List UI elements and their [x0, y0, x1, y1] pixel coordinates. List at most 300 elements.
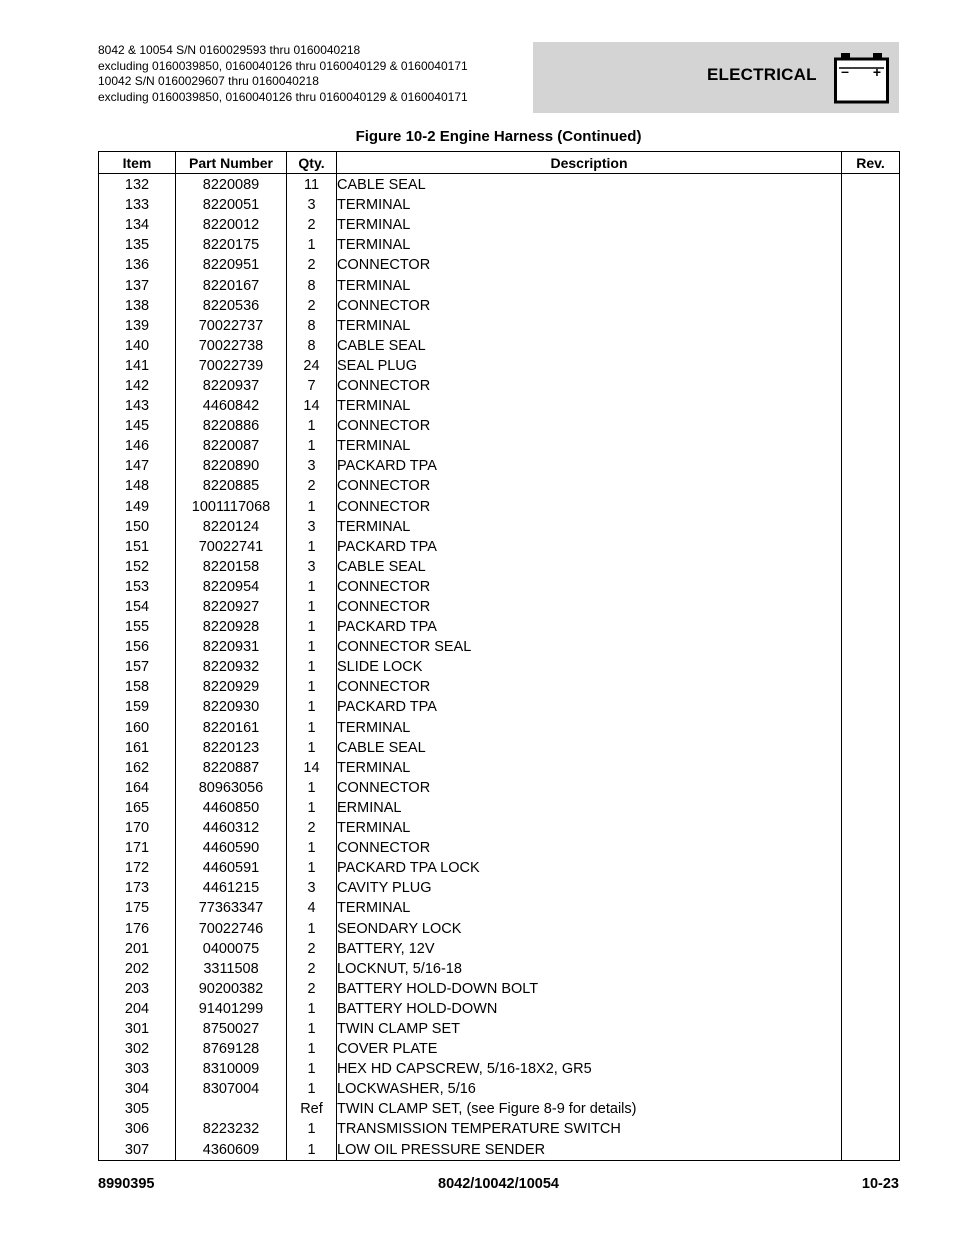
description-cell: TERMINAL: [337, 275, 842, 295]
rev-cell: [842, 1140, 900, 1161]
description-cell: ERMINAL: [337, 798, 842, 818]
part-number-cell: 8223232: [176, 1119, 287, 1139]
description-cell: TERMINAL: [337, 396, 842, 416]
item-cell: 172: [99, 858, 176, 878]
part-number-cell: 4460590: [176, 838, 287, 858]
item-cell: 304: [99, 1079, 176, 1099]
item-cell: 140: [99, 336, 176, 356]
qty-cell: 3: [287, 557, 337, 577]
battery-plus-sign: +: [872, 64, 882, 80]
table-row: [99, 356, 900, 376]
description-cell: BATTERY HOLD-DOWN BOLT: [337, 979, 842, 999]
description-cell: CONNECTOR SEAL: [337, 637, 842, 657]
item-cell: 306: [99, 1119, 176, 1139]
rev-cell: [842, 1119, 900, 1139]
part-number-cell: 8220012: [176, 215, 287, 235]
description-cell: CONNECTOR: [337, 677, 842, 697]
part-number-cell: 8220051: [176, 195, 287, 215]
part-number-cell: 8220167: [176, 275, 287, 295]
rev-cell: [842, 657, 900, 677]
rev-cell: [842, 557, 900, 577]
battery-minus-sign: –: [841, 63, 849, 79]
part-number-cell: 8220951: [176, 255, 287, 275]
column-header-item: Item: [99, 152, 176, 174]
table-row: [99, 376, 900, 396]
column-header-qty: Qty.: [287, 152, 337, 174]
rev-cell: [842, 537, 900, 557]
rev-cell: [842, 898, 900, 918]
table-row: [99, 939, 900, 959]
rev-cell: [842, 235, 900, 255]
part-number-cell: 8220937: [176, 376, 287, 396]
item-cell: 153: [99, 577, 176, 597]
description-cell: HEX HD CAPSCREW, 5/16-18X2, GR5: [337, 1059, 842, 1079]
part-number-cell: 8220885: [176, 476, 287, 496]
part-number-cell: 77363347: [176, 898, 287, 918]
rev-cell: [842, 275, 900, 295]
description-cell: TERMINAL: [337, 195, 842, 215]
part-number-cell: 8220124: [176, 517, 287, 537]
table-header-row: [99, 152, 900, 174]
table-row: [99, 798, 900, 818]
table-row: [99, 336, 900, 356]
description-cell: CONNECTOR: [337, 497, 842, 517]
description-cell: LOCKWASHER, 5/16: [337, 1079, 842, 1099]
table-row: [99, 436, 900, 456]
description-cell: PACKARD TPA: [337, 617, 842, 637]
description-cell: TERMINAL: [337, 818, 842, 838]
item-cell: 157: [99, 657, 176, 677]
description-cell: SLIDE LOCK: [337, 657, 842, 677]
qty-cell: 3: [287, 878, 337, 898]
part-number-cell: 1001117068: [176, 497, 287, 517]
qty-cell: 1: [287, 1119, 337, 1139]
description-cell: CONNECTOR: [337, 476, 842, 496]
table-row: [99, 456, 900, 476]
table-row: [99, 597, 900, 617]
qty-cell: 1: [287, 999, 337, 1019]
description-cell: COVER PLATE: [337, 1039, 842, 1059]
item-cell: 151: [99, 537, 176, 557]
description-cell: TERMINAL: [337, 758, 842, 778]
rev-cell: [842, 758, 900, 778]
rev-cell: [842, 738, 900, 758]
qty-cell: 1: [287, 838, 337, 858]
qty-cell: 1: [287, 677, 337, 697]
table-row: [99, 1119, 900, 1139]
item-cell: 156: [99, 637, 176, 657]
table-row: [99, 1019, 900, 1039]
parts-table-body: [99, 174, 900, 1161]
rev-cell: [842, 356, 900, 376]
table-row: [99, 1099, 900, 1119]
table-row: [99, 718, 900, 738]
item-cell: 301: [99, 1019, 176, 1039]
description-cell: TRANSMISSION TEMPERATURE SWITCH: [337, 1119, 842, 1139]
qty-cell: 1: [287, 416, 337, 436]
item-cell: 158: [99, 677, 176, 697]
description-cell: TERMINAL: [337, 718, 842, 738]
part-number-cell: 91401299: [176, 999, 287, 1019]
description-cell: TWIN CLAMP SET: [337, 1019, 842, 1039]
part-number-cell: 8220886: [176, 416, 287, 436]
rev-cell: [842, 979, 900, 999]
rev-cell: [842, 1099, 900, 1119]
rev-cell: [842, 1059, 900, 1079]
item-cell: 134: [99, 215, 176, 235]
table-row: [99, 1140, 900, 1161]
qty-cell: 1: [287, 858, 337, 878]
part-number-cell: 4460312: [176, 818, 287, 838]
table-row: [99, 738, 900, 758]
rev-cell: [842, 818, 900, 838]
qty-cell: 1: [287, 497, 337, 517]
model-numbers: 8042/10042/10054: [438, 1176, 559, 1192]
table-row: [99, 697, 900, 717]
rev-cell: [842, 939, 900, 959]
part-number-cell: 8220930: [176, 697, 287, 717]
table-row: [99, 979, 900, 999]
part-number-cell: 8220161: [176, 718, 287, 738]
section-title: ELECTRICAL: [707, 65, 817, 84]
description-cell: CABLE SEAL: [337, 336, 842, 356]
rev-cell: [842, 195, 900, 215]
rev-cell: [842, 999, 900, 1019]
part-number-cell: 70022741: [176, 537, 287, 557]
rev-cell: [842, 878, 900, 898]
item-cell: 162: [99, 758, 176, 778]
serial-number-block: [98, 43, 518, 105]
qty-cell: 1: [287, 1140, 337, 1161]
rev-cell: [842, 215, 900, 235]
table-row: [99, 918, 900, 938]
item-cell: 138: [99, 296, 176, 316]
item-cell: 305: [99, 1099, 176, 1119]
qty-cell: Ref: [287, 1099, 337, 1119]
item-cell: 173: [99, 878, 176, 898]
description-cell: LOCKNUT, 5/16-18: [337, 959, 842, 979]
table-row: [99, 577, 900, 597]
description-cell: TERMINAL: [337, 898, 842, 918]
description-cell: TERMINAL: [337, 316, 842, 336]
description-cell: BATTERY HOLD-DOWN: [337, 999, 842, 1019]
qty-cell: 1: [287, 1059, 337, 1079]
table-row: [99, 557, 900, 577]
rev-cell: [842, 376, 900, 396]
table-row: [99, 316, 900, 336]
rev-cell: [842, 1019, 900, 1039]
item-cell: 154: [99, 597, 176, 617]
description-cell: TERMINAL: [337, 215, 842, 235]
item-cell: 132: [99, 174, 176, 196]
qty-cell: 2: [287, 939, 337, 959]
description-cell: TWIN CLAMP SET, (see Figure 8-9 for details): [337, 1099, 842, 1119]
item-cell: 203: [99, 979, 176, 999]
rev-cell: [842, 577, 900, 597]
description-cell: CONNECTOR: [337, 376, 842, 396]
item-cell: 150: [99, 517, 176, 537]
table-row: [99, 517, 900, 537]
qty-cell: 8: [287, 275, 337, 295]
table-row: [99, 497, 900, 517]
qty-cell: 14: [287, 396, 337, 416]
qty-cell: 1: [287, 1079, 337, 1099]
qty-cell: 1: [287, 778, 337, 798]
qty-cell: 1: [287, 1039, 337, 1059]
qty-cell: 8: [287, 336, 337, 356]
serial-line: 10042 S/N 0160029607 thru 0160040218: [98, 74, 319, 88]
item-cell: 143: [99, 396, 176, 416]
rev-cell: [842, 918, 900, 938]
table-row: [99, 296, 900, 316]
item-cell: 204: [99, 999, 176, 1019]
item-cell: 139: [99, 316, 176, 336]
rev-cell: [842, 838, 900, 858]
qty-cell: 2: [287, 215, 337, 235]
column-header-part-number: Part Number: [176, 152, 287, 174]
rev-cell: [842, 798, 900, 818]
table-row: [99, 255, 900, 275]
part-number-cell: 4460850: [176, 798, 287, 818]
qty-cell: 1: [287, 235, 337, 255]
table-row: [99, 476, 900, 496]
item-cell: 165: [99, 798, 176, 818]
description-cell: CONNECTOR: [337, 597, 842, 617]
part-number-cell: 8220087: [176, 436, 287, 456]
description-cell: CONNECTOR: [337, 255, 842, 275]
qty-cell: 24: [287, 356, 337, 376]
item-cell: 176: [99, 918, 176, 938]
table-row: [99, 677, 900, 697]
rev-cell: [842, 718, 900, 738]
item-cell: 142: [99, 376, 176, 396]
rev-cell: [842, 456, 900, 476]
part-number-cell: 0400075: [176, 939, 287, 959]
table-row: [99, 758, 900, 778]
table-row: [99, 818, 900, 838]
item-cell: 302: [99, 1039, 176, 1059]
table-row: [99, 959, 900, 979]
item-cell: 137: [99, 275, 176, 295]
qty-cell: 3: [287, 195, 337, 215]
part-number-cell: 8310009: [176, 1059, 287, 1079]
rev-cell: [842, 1039, 900, 1059]
qty-cell: 8: [287, 316, 337, 336]
qty-cell: 1: [287, 657, 337, 677]
item-cell: 171: [99, 838, 176, 858]
qty-cell: 1: [287, 1019, 337, 1039]
item-cell: 152: [99, 557, 176, 577]
rev-cell: [842, 959, 900, 979]
table-row: [99, 396, 900, 416]
description-cell: CONNECTOR: [337, 577, 842, 597]
table-row: [99, 1059, 900, 1079]
part-number-cell: 4460591: [176, 858, 287, 878]
battery-icon: [834, 49, 889, 104]
table-row: [99, 657, 900, 677]
table-row: [99, 999, 900, 1019]
rev-cell: [842, 697, 900, 717]
part-number-cell: 80963056: [176, 778, 287, 798]
part-number-cell: [176, 1099, 287, 1119]
item-cell: 161: [99, 738, 176, 758]
rev-cell: [842, 174, 900, 196]
part-number-cell: 90200382: [176, 979, 287, 999]
qty-cell: 1: [287, 718, 337, 738]
table-row: [99, 416, 900, 436]
qty-cell: 3: [287, 456, 337, 476]
rev-cell: [842, 1079, 900, 1099]
rev-cell: [842, 617, 900, 637]
part-number-cell: 8220929: [176, 677, 287, 697]
description-cell: CONNECTOR: [337, 778, 842, 798]
rev-cell: [842, 778, 900, 798]
description-cell: PACKARD TPA LOCK: [337, 858, 842, 878]
qty-cell: 1: [287, 577, 337, 597]
description-cell: TERMINAL: [337, 517, 842, 537]
description-cell: CAVITY PLUG: [337, 878, 842, 898]
part-number-cell: 8769128: [176, 1039, 287, 1059]
qty-cell: 1: [287, 637, 337, 657]
part-number-cell: 8220158: [176, 557, 287, 577]
description-cell: CONNECTOR: [337, 296, 842, 316]
qty-cell: 4: [287, 898, 337, 918]
part-number-cell: 8750027: [176, 1019, 287, 1039]
rev-cell: [842, 677, 900, 697]
item-cell: 148: [99, 476, 176, 496]
part-number-cell: 8220954: [176, 577, 287, 597]
description-cell: LOW OIL PRESSURE SENDER: [337, 1140, 842, 1161]
table-row: [99, 235, 900, 255]
part-number-cell: 4460842: [176, 396, 287, 416]
description-cell: CABLE SEAL: [337, 557, 842, 577]
item-cell: 160: [99, 718, 176, 738]
part-number-cell: 8220536: [176, 296, 287, 316]
table-row: [99, 637, 900, 657]
part-number-cell: 4360609: [176, 1140, 287, 1161]
rev-cell: [842, 316, 900, 336]
qty-cell: 1: [287, 617, 337, 637]
qty-cell: 3: [287, 517, 337, 537]
table-row: [99, 778, 900, 798]
description-cell: TERMINAL: [337, 436, 842, 456]
rev-cell: [842, 396, 900, 416]
part-number-cell: 70022738: [176, 336, 287, 356]
item-cell: 147: [99, 456, 176, 476]
rev-cell: [842, 436, 900, 456]
qty-cell: 1: [287, 537, 337, 557]
description-cell: CABLE SEAL: [337, 738, 842, 758]
item-cell: 170: [99, 818, 176, 838]
column-header-description: Description: [337, 152, 842, 174]
qty-cell: 1: [287, 597, 337, 617]
item-cell: 202: [99, 959, 176, 979]
rev-cell: [842, 858, 900, 878]
section-header: [533, 42, 899, 113]
item-cell: 155: [99, 617, 176, 637]
qty-cell: 1: [287, 738, 337, 758]
qty-cell: 2: [287, 818, 337, 838]
part-number-cell: 8220887: [176, 758, 287, 778]
rev-cell: [842, 416, 900, 436]
serial-line: excluding 0160039850, 0160040126 thru 0160040129 & 0160040171: [98, 89, 468, 104]
item-cell: 149: [99, 497, 176, 517]
qty-cell: 2: [287, 476, 337, 496]
item-cell: 303: [99, 1059, 176, 1079]
table-row: [99, 1039, 900, 1059]
table-row: [99, 275, 900, 295]
part-number-cell: 70022737: [176, 316, 287, 336]
table-row: [99, 1079, 900, 1099]
serial-line: 8042 & 10054 S/N 0160029593 thru 0160040218: [98, 43, 361, 57]
item-cell: 136: [99, 255, 176, 275]
qty-cell: 1: [287, 436, 337, 456]
item-cell: 146: [99, 436, 176, 456]
column-header-rev: Rev.: [842, 152, 900, 174]
part-number-cell: 8220175: [176, 235, 287, 255]
item-cell: 201: [99, 939, 176, 959]
part-number-cell: 8220932: [176, 657, 287, 677]
table-row: [99, 174, 900, 196]
qty-cell: 14: [287, 758, 337, 778]
qty-cell: 1: [287, 918, 337, 938]
table-row: [99, 215, 900, 235]
table-row: [99, 195, 900, 215]
description-cell: PACKARD TPA: [337, 697, 842, 717]
description-cell: SEONDARY LOCK: [337, 918, 842, 938]
part-number-cell: 8220928: [176, 617, 287, 637]
part-number-cell: 8307004: [176, 1079, 287, 1099]
rev-cell: [842, 476, 900, 496]
qty-cell: 1: [287, 798, 337, 818]
table-row: [99, 537, 900, 557]
table-row: [99, 878, 900, 898]
rev-cell: [842, 497, 900, 517]
description-cell: CABLE SEAL: [337, 174, 842, 196]
qty-cell: 2: [287, 296, 337, 316]
item-cell: 307: [99, 1140, 176, 1161]
part-number-cell: 8220123: [176, 738, 287, 758]
item-cell: 164: [99, 778, 176, 798]
rev-cell: [842, 637, 900, 657]
qty-cell: 2: [287, 959, 337, 979]
page-number: 10-23: [861, 1176, 899, 1192]
serial-line: excluding 0160039850, 0160040126 thru 0160040129 & 0160040171: [98, 58, 468, 73]
description-cell: PACKARD TPA: [337, 537, 842, 557]
part-number-cell: 70022746: [176, 918, 287, 938]
table-row: [99, 858, 900, 878]
part-number-cell: 8220931: [176, 637, 287, 657]
table-row: [99, 617, 900, 637]
description-cell: CONNECTOR: [337, 416, 842, 436]
qty-cell: 2: [287, 255, 337, 275]
description-cell: PACKARD TPA: [337, 456, 842, 476]
description-cell: SEAL PLUG: [337, 356, 842, 376]
rev-cell: [842, 597, 900, 617]
rev-cell: [842, 296, 900, 316]
rev-cell: [842, 255, 900, 275]
rev-cell: [842, 336, 900, 356]
table-row: [99, 838, 900, 858]
part-number-cell: 8220089: [176, 174, 287, 196]
item-cell: 133: [99, 195, 176, 215]
item-cell: 145: [99, 416, 176, 436]
rev-cell: [842, 517, 900, 537]
document-number: 8990395: [98, 1176, 155, 1192]
qty-cell: 2: [287, 979, 337, 999]
part-number-cell: 3311508: [176, 959, 287, 979]
figure-title: Figure 10-2 Engine Harness (Continued): [355, 128, 642, 145]
